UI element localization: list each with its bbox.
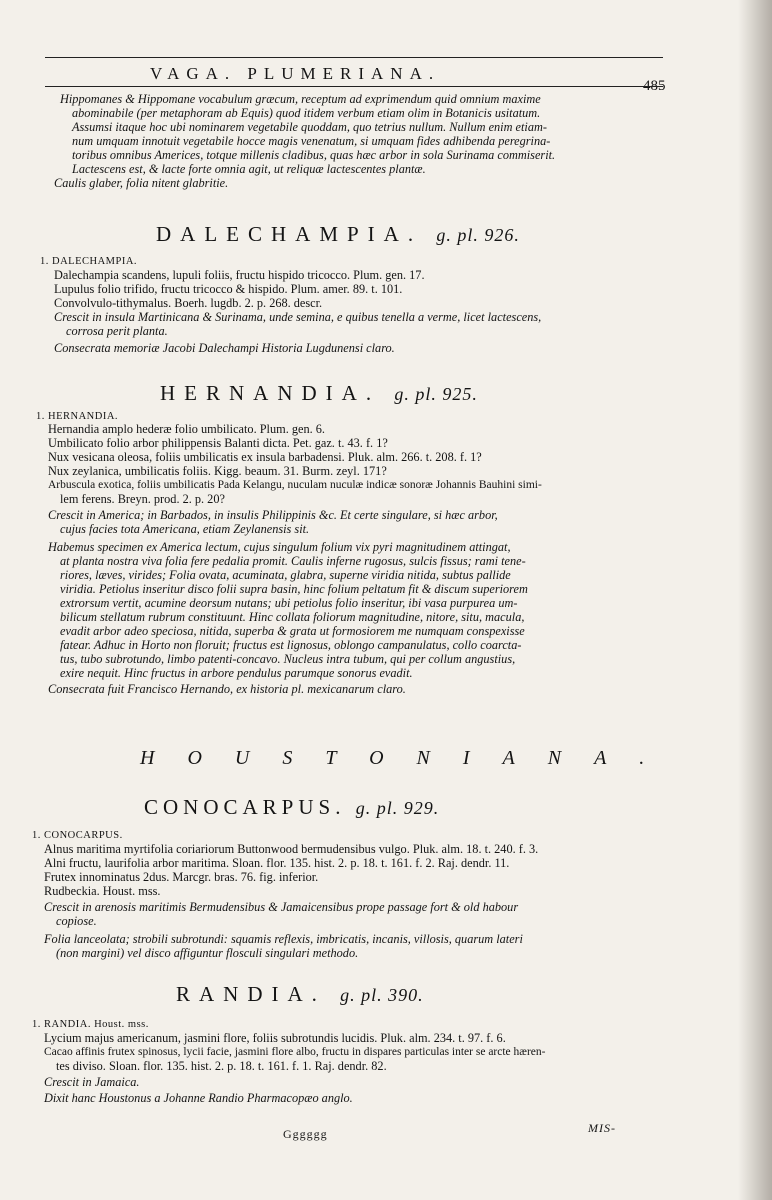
synonym-line: Umbilicato folio arbor philippensis Balanti dicta. Pet. gaz. t. 43. f. 1? [48, 436, 388, 450]
synonym-line: Lycium majus americanum, jasmini flore, foliis subrotundis lucidis. Pluk. alm. 234. t. 97. f. 6. [44, 1031, 506, 1045]
genus-name: CONOCARPUS. [144, 795, 346, 819]
description-line: fatear. Adhuc in Horto non floruit; fructus est lignosus, oblongo campanulatus, collo coarcta- [60, 638, 522, 652]
synonym-line: Rudbeckia. Houst. mss. [44, 884, 161, 898]
synonym-line: lem ferens. Breyn. prod. 2. p. 20? [60, 492, 225, 506]
description-line: cujus facies tota Americana, etiam Zeylanensis sit. [60, 522, 310, 536]
description-line: riores, læves, virides; Folia ovata, acuminata, glabra, superne viridia nitida, subtus pallide [60, 568, 511, 582]
description-line: corrosa perit planta. [66, 324, 168, 338]
synonym-line: Hernandia amplo hederæ folio umbilicato. Plum. gen. 6. [48, 422, 325, 436]
genus-heading-conocarpus [144, 795, 439, 820]
section-heading-houstoniana: HOUSTONIANA. [140, 747, 678, 769]
description-line: Crescit in America; in Barbados, in insulis Philippinis &c. Et certe singulare, si hæc arbor, [48, 508, 498, 522]
synonym-line: Frutex innominatus 2dus. Marcgr. bras. 76. fig. inferior. [44, 870, 319, 884]
synonym-line: Lupulus folio trifido, fructu tricocco & hispido. Plum. amer. 89. t. 101. [54, 282, 403, 296]
intro-line: Lactescens est, & lacte forte omnia agit, ut reliquæ lactescentes plantæ. [72, 162, 426, 176]
intro-line: Caulis glaber, folia nitent glabritie. [54, 176, 229, 190]
description-line: Consecrata fuit Francisco Hernando, ex historia pl. mexicanarum claro. [48, 682, 406, 696]
synonym-line: Arbuscula exotica, foliis umbilicatis Pada Kelangu, nuculam nuculæ indicæ sonoræ Johannis Bauhini simi- [48, 479, 542, 491]
description-line: bilicum stellatum rubrum constituunt. Hinc collata foliorum magnitudine, nitore, situ, macula, [60, 610, 525, 624]
running-title: VAGA. PLUMERIANA. [150, 64, 441, 83]
intro-line: num umquam innotuit vegetabile hocce magis venenatum, si umquam fides adhibenda peregrina- [72, 134, 551, 148]
description-line: extrorsum vertit, acumine deorsum nutans; ubi petiolus folio inseritur, ibi vasa purpurea um- [60, 596, 518, 610]
genus-ref: g. pl. 925. [394, 384, 478, 404]
species-number: 1. DALECHAMPIA. [40, 256, 138, 267]
description-line: Crescit in Jamaica. [44, 1075, 140, 1089]
genus-ref: g. pl. 929. [355, 798, 440, 818]
description-line: evadit arbor adeo speciosa, nitida, superba & grata ut formosiorem me numquam conspexisse [60, 624, 525, 638]
description-line: exire nequit. Hinc fructus in arbore pendulus parumque sonorus evadit. [60, 666, 413, 680]
genus-ref: g. pl. 390. [340, 985, 424, 1005]
description-line: Crescit in insula Martinicana & Surinama, unde semina, e quibus tenella a verme, licet lactescens, [54, 310, 542, 324]
description-line: at planta nostra viva folia fere pedalia promit. Caulis inferne rugosus, sulcis fissus; rami tene- [60, 554, 526, 568]
header-rule-top [45, 57, 663, 58]
synonym-line: Cacao affinis frutex spinosus, lycii facie, jasmini flore albo, fructu in dispares particulas inter se arcte hæren- [44, 1046, 546, 1058]
genus-heading-dalechampia [156, 222, 520, 247]
description-line: Consecrata memoriæ Jacobi Dalechampi Historia Lugdunensi claro. [54, 341, 395, 355]
synonym-line: Convolvulo-tithymalus. Boerh. lugdb. 2. p. 268. descr. [54, 296, 323, 310]
description-line: tus, tubo subrotundo, limbo patenti-concavo. Nucleus intra tubum, qui per collum angustius, [60, 652, 516, 666]
description-line: Crescit in arenosis maritimis Bermudensibus & Jamaicensibus prope passage fort & old habour [44, 900, 519, 914]
catchword: MIS- [588, 1121, 616, 1135]
signature-mark: Gggggg [283, 1127, 328, 1141]
species-number: 1. HERNANDIA. [36, 411, 119, 422]
page-number: 485 [643, 78, 666, 94]
synonym-line: Dalechampia scandens, lupuli foliis, fructu hispido tricocco. Plum. gen. 17. [54, 268, 425, 282]
genus-heading-hernandia [160, 381, 478, 406]
genus-ref: g. pl. 926. [436, 225, 520, 245]
page-spine-shadow [738, 0, 772, 1200]
genus-heading-randia [176, 982, 424, 1007]
genus-name: DALECHAMPIA. [156, 222, 423, 246]
description-line: Dixit hanc Houstonus a Johanne Randio Pharmacopæo anglo. [44, 1091, 353, 1105]
description-line: (non margini) vel disco affiguntur flosculi singulari methodo. [56, 946, 359, 960]
description-line: copiose. [56, 914, 97, 928]
synonym-line: tes diviso. Sloan. flor. 135. hist. 2. p. 18. t. 161. f. 1. Raj. dendr. 82. [56, 1059, 387, 1073]
genus-name: RANDIA. [176, 982, 326, 1006]
species-number: 1. RANDIA. Houst. mss. [32, 1019, 149, 1030]
intro-line: Assumsi itaque hoc ubi nominarem vegetabile quoddam, quo tetrius nullum. Nullum enim etiam- [72, 120, 547, 134]
synonym-line: Alni fructu, laurifolia arbor maritima. Sloan. flor. 135. hist. 2. p. 18. t. 161. f. 2. Raj. dendr. 11. [44, 856, 510, 870]
synonym-line: Alnus maritima myrtifolia coriariorum Buttonwood bermudensibus vulgo. Pluk. alm. 18. t. 240. f. 3. [44, 842, 539, 856]
synonym-line: Nux vesicana oleosa, foliis umbilicatis ex insula barbadensi. Pluk. alm. 266. t. 208. f. 1? [48, 450, 482, 464]
description-line: Habemus specimen ex America lectum, cujus singulum folium vix pyri magnitudinem attingat, [48, 540, 511, 554]
species-number: 1. CONOCARPUS. [32, 830, 123, 841]
intro-line: Hippomanes & Hippomane vocabulum græcum, receptum ad exprimendum quid omnium maxime [60, 92, 541, 106]
description-line: viridia. Petiolus inseritur disco folii supra basin, hinc folium peltatum fit & discum superiorem [60, 582, 528, 596]
intro-line: abominabile (per metaphoram ab Equis) quod itidem verbum etiam olim in Botanicis usitatum. [72, 106, 541, 120]
description-line: Folia lanceolata; strobili subrotundi: squamis reflexis, imbricatis, incanis, villosis, quarum lateri [44, 932, 523, 946]
intro-line: toribus omnibus Americes, totque millenis cladibus, quas hæc arbor in sola Surinama commiserit. [72, 148, 556, 162]
genus-name: HERNANDIA. [160, 381, 381, 405]
header-rule-bottom [45, 86, 663, 87]
synonym-line: Nux zeylanica, umbilicatis foliis. Kigg. beaum. 31. Burm. zeyl. 171? [48, 464, 387, 478]
